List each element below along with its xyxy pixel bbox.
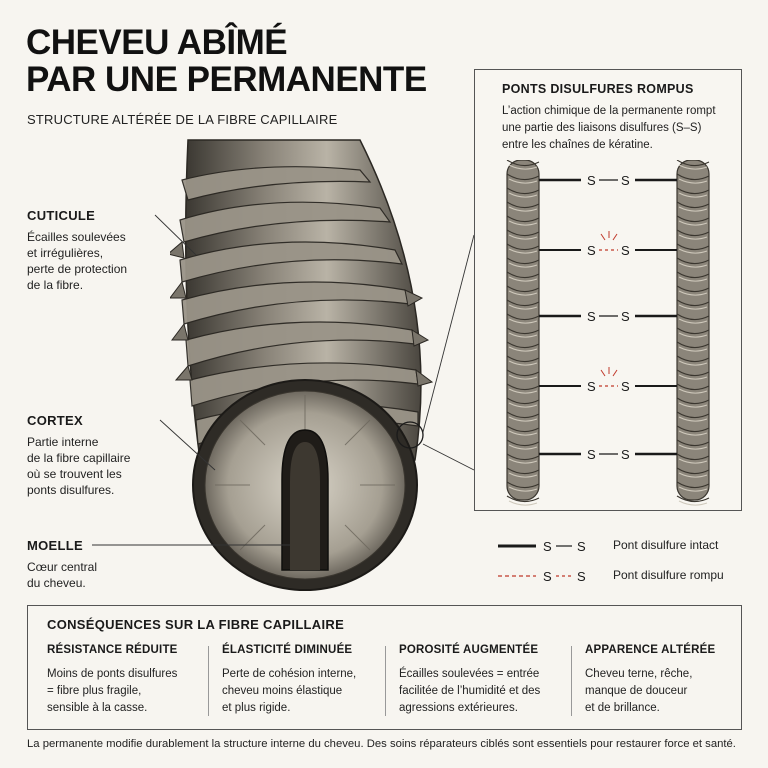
legend: [498, 534, 748, 594]
disulfide-panel-description: [502, 103, 732, 154]
label-cortex-text: [27, 434, 130, 498]
consequence-item: [399, 644, 574, 717]
consequences-box: [27, 605, 742, 730]
disulfide-desc-line: L’action chimique de la permanente rompt: [502, 105, 716, 117]
legend-broken-symbol: [498, 566, 608, 586]
consequence-heading: APPARENCE ALTÉRÉE: [585, 644, 716, 656]
label-medulla-line: du cheveu.: [27, 576, 86, 590]
bond-sulfur-right: S: [621, 243, 630, 258]
label-cortex-title: CORTEX: [27, 413, 83, 428]
consequence-line: agressions extérieures.: [399, 702, 518, 714]
legend-broken-label: Pont disulfure rompu: [613, 568, 724, 582]
bond-break-spark: [601, 367, 617, 376]
label-cortex-line: où se trouvent les: [27, 467, 122, 481]
consequence-text: [47, 666, 207, 717]
title-line-1: CHEVEU ABÎMÉ: [26, 23, 288, 62]
label-cuticle-line: perte de protection: [27, 262, 128, 276]
title-line-2: PAR UNE PERMANENTE: [26, 60, 427, 99]
consequence-line: sensible à la casse.: [47, 702, 148, 714]
disulfide-panel-title: PONTS DISULFURES ROMPUS: [502, 82, 694, 96]
label-cuticle: [27, 208, 127, 293]
legend-intact-s-left: S: [543, 539, 552, 554]
consequence-line: manque de douceur: [585, 685, 688, 697]
consequence-heading: ÉLASTICITÉ DIMINUÉE: [222, 644, 353, 656]
legend-broken-s-right: S: [577, 569, 586, 584]
consequence-item: [222, 644, 382, 717]
disulfide-bond-broken: [539, 367, 677, 394]
bond-sulfur-right: S: [621, 379, 630, 394]
label-cortex-line: de la fibre capillaire: [27, 451, 131, 465]
page-title: [26, 24, 427, 98]
bond-sulfur-left: S: [587, 309, 596, 324]
page-subtitle: STRUCTURE ALTÉRÉE DE LA FIBRE CAPILLAIRE: [27, 112, 338, 127]
consequences-title: CONSÉQUENCES SUR LA FIBRE CAPILLAIRE: [47, 617, 345, 632]
hair-fiber-illustration: [170, 130, 440, 600]
label-cortex-line: Partie interne: [27, 435, 99, 449]
label-medulla-title: MOELLE: [27, 538, 83, 553]
legend-broken-s-left: S: [543, 569, 552, 584]
bond-sulfur-left: S: [587, 243, 596, 258]
label-cuticle-title: CUTICULE: [27, 208, 96, 223]
consequence-text: [585, 666, 745, 717]
consequence-heading: RÉSISTANCE RÉDUITE: [47, 644, 178, 656]
bond-sulfur-right: S: [621, 309, 630, 324]
legend-intact: [498, 534, 748, 564]
consequence-item: [585, 644, 745, 717]
spark-ray: [613, 370, 617, 376]
bond-sulfur-left: S: [587, 173, 596, 188]
disulfide-panel: [474, 69, 742, 511]
legend-intact-symbol: [498, 536, 608, 556]
label-medulla: [27, 538, 97, 591]
consequence-line: = fibre plus fragile,: [47, 685, 142, 697]
consequence-divider: [385, 646, 386, 716]
consequence-line: Cheveu terne, rêche,: [585, 668, 693, 680]
disulfide-bond-broken: [539, 231, 677, 258]
consequence-text: [399, 666, 574, 717]
consequence-line: Perte de cohésion interne,: [222, 668, 357, 680]
legend-intact-s-right: S: [577, 539, 586, 554]
consequence-line: et plus rigide.: [222, 702, 291, 714]
footer-note: La permanente modifie durablement la structure interne du cheveu. Des soins réparateurs ciblés sont essentiels pour restaurer force et santé.: [27, 738, 736, 750]
label-medulla-text: [27, 559, 97, 591]
consequence-line: cheveu moins élastique: [222, 685, 343, 697]
bond-sulfur-left: S: [587, 447, 596, 462]
label-medulla-line: Cœur central: [27, 560, 98, 574]
consequence-text: [222, 666, 382, 717]
legend-broken: [498, 564, 748, 594]
bond-sulfur-right: S: [621, 173, 630, 188]
consequence-line: Moins de ponts disulfures: [47, 668, 178, 680]
consequence-line: et de brillance.: [585, 702, 660, 714]
keratin-chain: [507, 160, 539, 505]
label-cuticle-line: Écailles soulevées: [27, 230, 126, 244]
consequence-heading: POROSITÉ AUGMENTÉE: [399, 644, 539, 656]
consequence-line: Écailles soulevées = entrée: [399, 668, 540, 680]
consequence-divider: [208, 646, 209, 716]
bond-sulfur-right: S: [621, 447, 630, 462]
label-cuticle-text: [27, 229, 127, 293]
legend-intact-label: Pont disulfure intact: [613, 538, 719, 552]
spark-ray: [613, 234, 617, 240]
consequence-line: facilitée de l’humidité et des: [399, 685, 541, 697]
spark-ray: [601, 234, 605, 240]
disulfide-bond-intact: [539, 173, 677, 188]
disulfide-desc-line: entre les chaînes de kératine.: [502, 139, 653, 151]
label-cortex-line: ponts disulfures.: [27, 483, 115, 497]
keratin-chain: [677, 160, 709, 505]
consequence-item: [47, 644, 207, 717]
consequence-divider: [571, 646, 572, 716]
label-cuticle-line: de la fibre.: [27, 278, 84, 292]
spark-ray: [601, 370, 605, 376]
label-cortex: [27, 413, 130, 498]
disulfide-desc-line: une partie des liaisons disulfures (S–S): [502, 122, 702, 134]
keratin-chains-diagram: [475, 160, 743, 510]
bond-sulfur-left: S: [587, 379, 596, 394]
disulfide-bond-intact: [539, 447, 677, 462]
disulfide-bond-intact: [539, 309, 677, 324]
bond-break-spark: [601, 231, 617, 240]
label-cuticle-line: et irrégulières,: [27, 246, 104, 260]
